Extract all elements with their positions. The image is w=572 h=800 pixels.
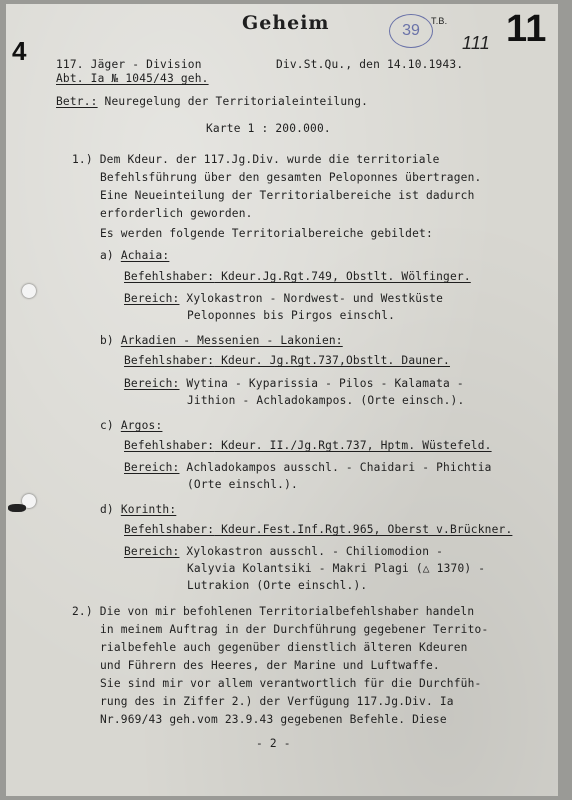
- paragraph-line: Sie sind mir vor allem verantwortlich für die Durchfüh-: [100, 677, 482, 690]
- paragraph-line: 1.) Dem Kdeur. der 117.Jg.Div. wurde die territoriale: [72, 153, 440, 166]
- paragraph-line: Es werden folgende Territorialbereiche gebildet:: [100, 227, 433, 240]
- stamp-number: 39: [402, 22, 420, 39]
- paragraph-line: rung des in Ziffer 2.) der Verfügung 117.Jg.Div. Ia: [100, 695, 454, 708]
- subject-line: [56, 95, 368, 109]
- paragraph-line: Eine Neueinteilung der Territorialbereiche ist dadurch: [100, 189, 475, 202]
- area-text: Wytina - Kyparissia - Pilos - Kalamata -: [179, 377, 464, 390]
- area-label: Bereich:: [124, 292, 180, 305]
- commander-text: Kdeur. II./Jg.Rgt.737, Hptm. Wüstefeld.: [214, 439, 492, 452]
- reference-number: Abt. Ia № 1045/43 geh.: [56, 72, 209, 85]
- classification-heading: Geheim: [242, 12, 330, 34]
- area-heading: [100, 503, 176, 517]
- commander-label: Befehlshaber:: [124, 523, 215, 536]
- commander-label: Befehlshaber:: [124, 270, 215, 283]
- area-name: Achaia:: [120, 249, 170, 262]
- page-footer: - 2 -: [256, 737, 291, 750]
- margin-number: 4: [12, 36, 27, 66]
- commander-line: [124, 523, 512, 537]
- commander-text: Kdeur. Jg.Rgt.737,Obstlt. Dauner.: [214, 354, 450, 367]
- area-line-cont: Lutrakion (Orte einschl.).: [187, 579, 368, 592]
- area-name: Argos:: [120, 419, 163, 432]
- area-heading: [100, 419, 162, 433]
- paragraph-line: 2.) Die von mir befohlenen Territorialbefehlshaber handeln: [72, 605, 475, 618]
- area-label: Bereich:: [124, 545, 180, 558]
- document-page: [6, 4, 558, 796]
- area-line: [124, 461, 492, 475]
- punch-hole: [22, 284, 36, 298]
- ink-smudge: [8, 504, 26, 512]
- commander-label: Befehlshaber:: [124, 354, 215, 367]
- archive-stamp: [389, 14, 433, 48]
- area-prefix: c): [100, 419, 114, 432]
- area-heading: [100, 334, 343, 348]
- commander-label: Befehlshaber:: [124, 439, 215, 452]
- map-reference: Karte 1 : 200.000.: [206, 122, 331, 135]
- handwritten-number: 111: [462, 33, 490, 53]
- stamp-initials: T.B.: [431, 16, 448, 26]
- paragraph-line: in meinem Auftrag in der Durchführung gegebener Territo-: [100, 623, 489, 636]
- page-number-large: 11: [506, 8, 547, 50]
- paragraph-line: Befehlsführung über den gesamten Peloponnes übertragen.: [100, 171, 482, 184]
- subject-label: Betr.:: [56, 95, 98, 108]
- area-prefix: d): [100, 503, 114, 516]
- paragraph-line: erforderlich geworden.: [100, 207, 253, 220]
- area-text: Xylokastron - Nordwest- und Westküste: [179, 292, 444, 305]
- place-date: Div.St.Qu., den 14.10.1943.: [276, 58, 464, 71]
- subject-text: Neuregelung der Territorialeinteilung.: [97, 95, 369, 108]
- area-line-cont: Peloponnes bis Pirgos einschl.: [187, 309, 396, 322]
- area-line-cont: (Orte einschl.).: [187, 478, 298, 491]
- area-line-cont: Jithion - Achladokampos. (Orte einsch.).: [187, 394, 465, 407]
- area-name: Korinth:: [120, 503, 177, 516]
- paragraph-line: Nr.969/43 geh.vom 23.9.43 gegebenen Befehle. Diese: [100, 713, 447, 726]
- area-prefix: b): [100, 334, 114, 347]
- commander-line: [124, 439, 492, 453]
- area-text: Achladokampos ausschl. - Chaidari - Phichtia: [179, 461, 492, 474]
- unit-name: 117. Jäger - Division: [56, 58, 202, 71]
- area-heading: [100, 249, 169, 263]
- area-line: [124, 292, 443, 306]
- commander-line: [124, 270, 471, 284]
- area-prefix: a): [100, 249, 114, 262]
- area-name: Arkadien - Messenien - Lakonien:: [120, 334, 343, 347]
- commander-text: Kdeur.Fest.Inf.Rgt.965, Oberst v.Brückner.: [214, 523, 513, 536]
- paragraph-line: und Führern des Heeres, der Marine und Luftwaffe.: [100, 659, 440, 672]
- area-line-cont: Kalyvia Kolantsiki - Makri Plagi (△ 1370) -: [187, 562, 486, 575]
- paragraph-line: rialbefehle auch gegenüber dienstlich älteren Kdeuren: [100, 641, 468, 654]
- area-line: [124, 377, 464, 391]
- area-label: Bereich:: [124, 461, 180, 474]
- area-text: Xylokastron ausschl. - Chiliomodion -: [179, 545, 444, 558]
- commander-text: Kdeur.Jg.Rgt.749, Obstlt. Wölfinger.: [214, 270, 471, 283]
- area-line: [124, 545, 443, 559]
- area-label: Bereich:: [124, 377, 180, 390]
- commander-line: [124, 354, 450, 368]
